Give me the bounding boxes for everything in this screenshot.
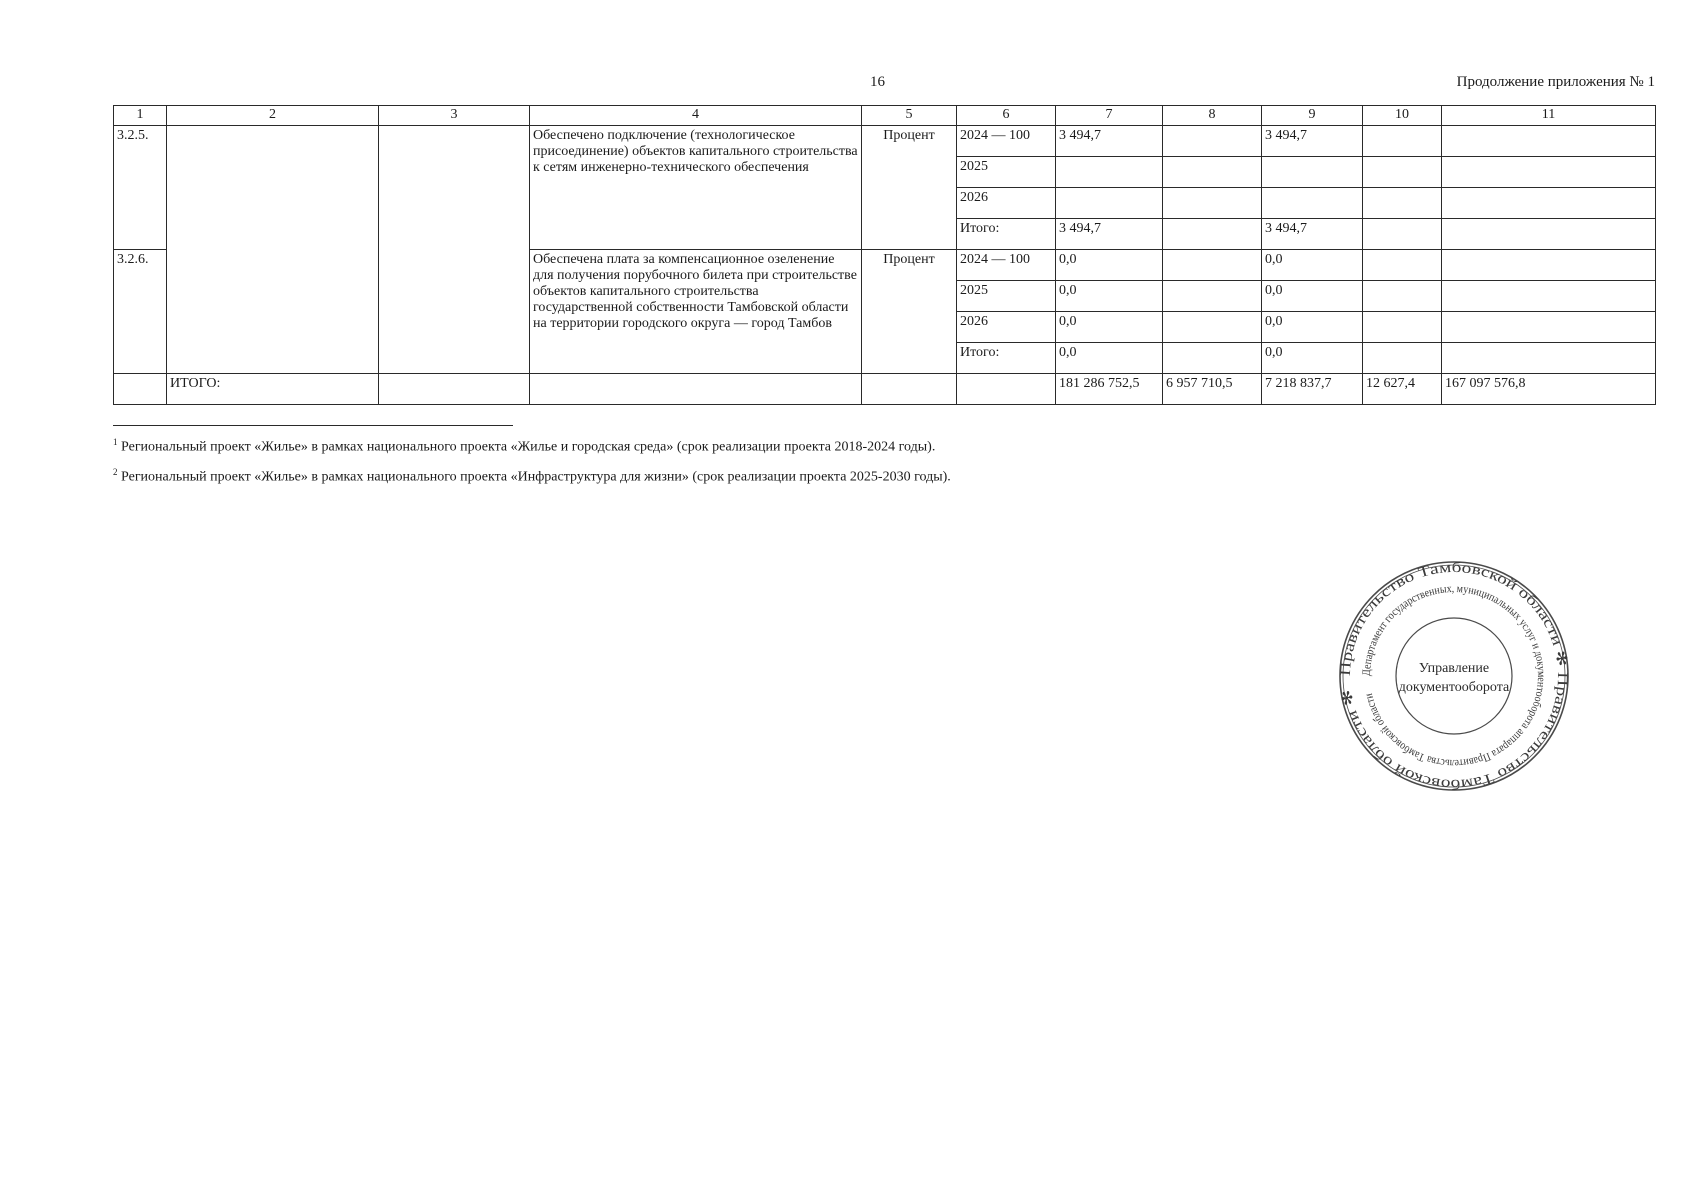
year-cell: 2025 <box>957 281 1056 312</box>
entry-description: Обеспечено подключение (технологическое присоединение) объектов капитального строительства к сетям инженерно-технического обеспечения <box>530 126 862 250</box>
page-number: 16 <box>870 74 885 90</box>
total-empty-cell <box>957 374 1056 405</box>
total-label: ИТОГО: <box>167 374 379 405</box>
column-number: 8 <box>1163 106 1262 126</box>
total-empty-cell <box>379 374 530 405</box>
stamp-center-line-1: Управление <box>1418 661 1490 676</box>
table-row <box>114 126 1656 157</box>
value-cell <box>1363 188 1442 219</box>
value-cell <box>1442 188 1656 219</box>
footnote-divider <box>113 425 513 426</box>
column-number: 2 <box>167 106 379 126</box>
value-cell: 0,0 <box>1262 281 1363 312</box>
value-cell <box>1056 188 1163 219</box>
value-cell: 3 494,7 <box>1056 219 1163 250</box>
continuation-note: Продолжение приложения № 1 <box>1456 74 1655 90</box>
column-number: 9 <box>1262 106 1363 126</box>
total-row <box>114 374 1656 405</box>
total-value: 181 286 752,5 <box>1056 374 1163 405</box>
value-cell: 3 494,7 <box>1262 126 1363 157</box>
footnote-text: Региональный проект «Жилье» в рамках национального проекта «Жилье и городская среда» (срок реализации проекта 2018-2024 годы). <box>117 439 936 455</box>
value-cell: 3 494,7 <box>1262 219 1363 250</box>
column-number: 7 <box>1056 106 1163 126</box>
value-cell <box>1163 281 1262 312</box>
footnote-mark: 1 <box>113 437 118 447</box>
value-cell <box>1442 126 1656 157</box>
stamp-center-line-2: документооборота <box>1398 680 1510 695</box>
footnote-2 <box>113 467 951 486</box>
total-empty-cell <box>862 374 957 405</box>
column-number: 4 <box>530 106 862 126</box>
entry-number: 3.2.5. <box>114 126 167 250</box>
entry-unit: Процент <box>862 126 957 250</box>
value-cell <box>1363 157 1442 188</box>
value-cell <box>1163 126 1262 157</box>
column-3-empty <box>379 126 530 374</box>
value-cell: 0,0 <box>1056 281 1163 312</box>
value-cell <box>1163 343 1262 374</box>
year-cell: 2025 <box>957 157 1056 188</box>
value-cell <box>1056 157 1163 188</box>
value-cell <box>1262 188 1363 219</box>
total-value: 7 218 837,7 <box>1262 374 1363 405</box>
column-number: 6 <box>957 106 1056 126</box>
entry-unit: Процент <box>862 250 957 374</box>
column-number: 11 <box>1442 106 1656 126</box>
total-value: 167 097 576,8 <box>1442 374 1656 405</box>
year-cell: 2026 <box>957 188 1056 219</box>
stamp-inner-text: Департамент государственных, муниципальных услуг и документооборота аппарата Правительства Тамбовской области <box>1360 582 1548 770</box>
year-cell: 2024 — 100 <box>957 250 1056 281</box>
official-stamp <box>1338 560 1570 792</box>
column-number: 3 <box>379 106 530 126</box>
value-cell <box>1442 219 1656 250</box>
value-cell <box>1163 219 1262 250</box>
column-number-row <box>114 106 1656 126</box>
column-2-empty <box>167 126 379 374</box>
value-cell <box>1363 219 1442 250</box>
entry-description: Обеспечена плата за компенсационное озеленение для получения порубочного билета при строительстве объектов капитального строительства государственной собственности Тамбовской области на территории городского округа — город Тамбов <box>530 250 862 374</box>
value-cell: 0,0 <box>1262 250 1363 281</box>
value-cell: 0,0 <box>1262 343 1363 374</box>
value-cell <box>1442 343 1656 374</box>
value-cell: 3 494,7 <box>1056 126 1163 157</box>
value-cell <box>1163 188 1262 219</box>
value-cell <box>1442 312 1656 343</box>
value-cell <box>1442 281 1656 312</box>
value-cell <box>1363 312 1442 343</box>
value-cell: 0,0 <box>1056 312 1163 343</box>
value-cell <box>1442 157 1656 188</box>
value-cell <box>1363 281 1442 312</box>
program-table <box>113 105 1656 405</box>
value-cell: 0,0 <box>1262 312 1363 343</box>
value-cell <box>1163 312 1262 343</box>
total-value: 12 627,4 <box>1363 374 1442 405</box>
subtotal-label: Итого: <box>957 343 1056 374</box>
column-number: 1 <box>114 106 167 126</box>
total-empty-cell <box>530 374 862 405</box>
footnote-text: Региональный проект «Жилье» в рамках национального проекта «Инфраструктура для жизни» (срок реализации проекта 2025-2030 годы). <box>117 469 951 485</box>
value-cell: 0,0 <box>1056 250 1163 281</box>
year-cell: 2026 <box>957 312 1056 343</box>
stamp-outer-text: Правительство Тамбовской области ✻ Правительство Тамбовской области ✻ <box>1338 560 1570 792</box>
column-number: 5 <box>862 106 957 126</box>
total-number-empty <box>114 374 167 405</box>
subtotal-label: Итого: <box>957 219 1056 250</box>
year-cell: 2024 — 100 <box>957 126 1056 157</box>
value-cell <box>1163 250 1262 281</box>
value-cell <box>1442 250 1656 281</box>
value-cell <box>1363 343 1442 374</box>
footnote-mark: 2 <box>113 467 118 477</box>
entry-number: 3.2.6. <box>114 250 167 374</box>
value-cell <box>1262 157 1363 188</box>
total-value: 6 957 710,5 <box>1163 374 1262 405</box>
value-cell <box>1363 126 1442 157</box>
value-cell: 0,0 <box>1056 343 1163 374</box>
value-cell <box>1363 250 1442 281</box>
stamp-center-ring <box>1396 618 1512 734</box>
value-cell <box>1163 157 1262 188</box>
column-number: 10 <box>1363 106 1442 126</box>
footnote-1 <box>113 437 935 456</box>
